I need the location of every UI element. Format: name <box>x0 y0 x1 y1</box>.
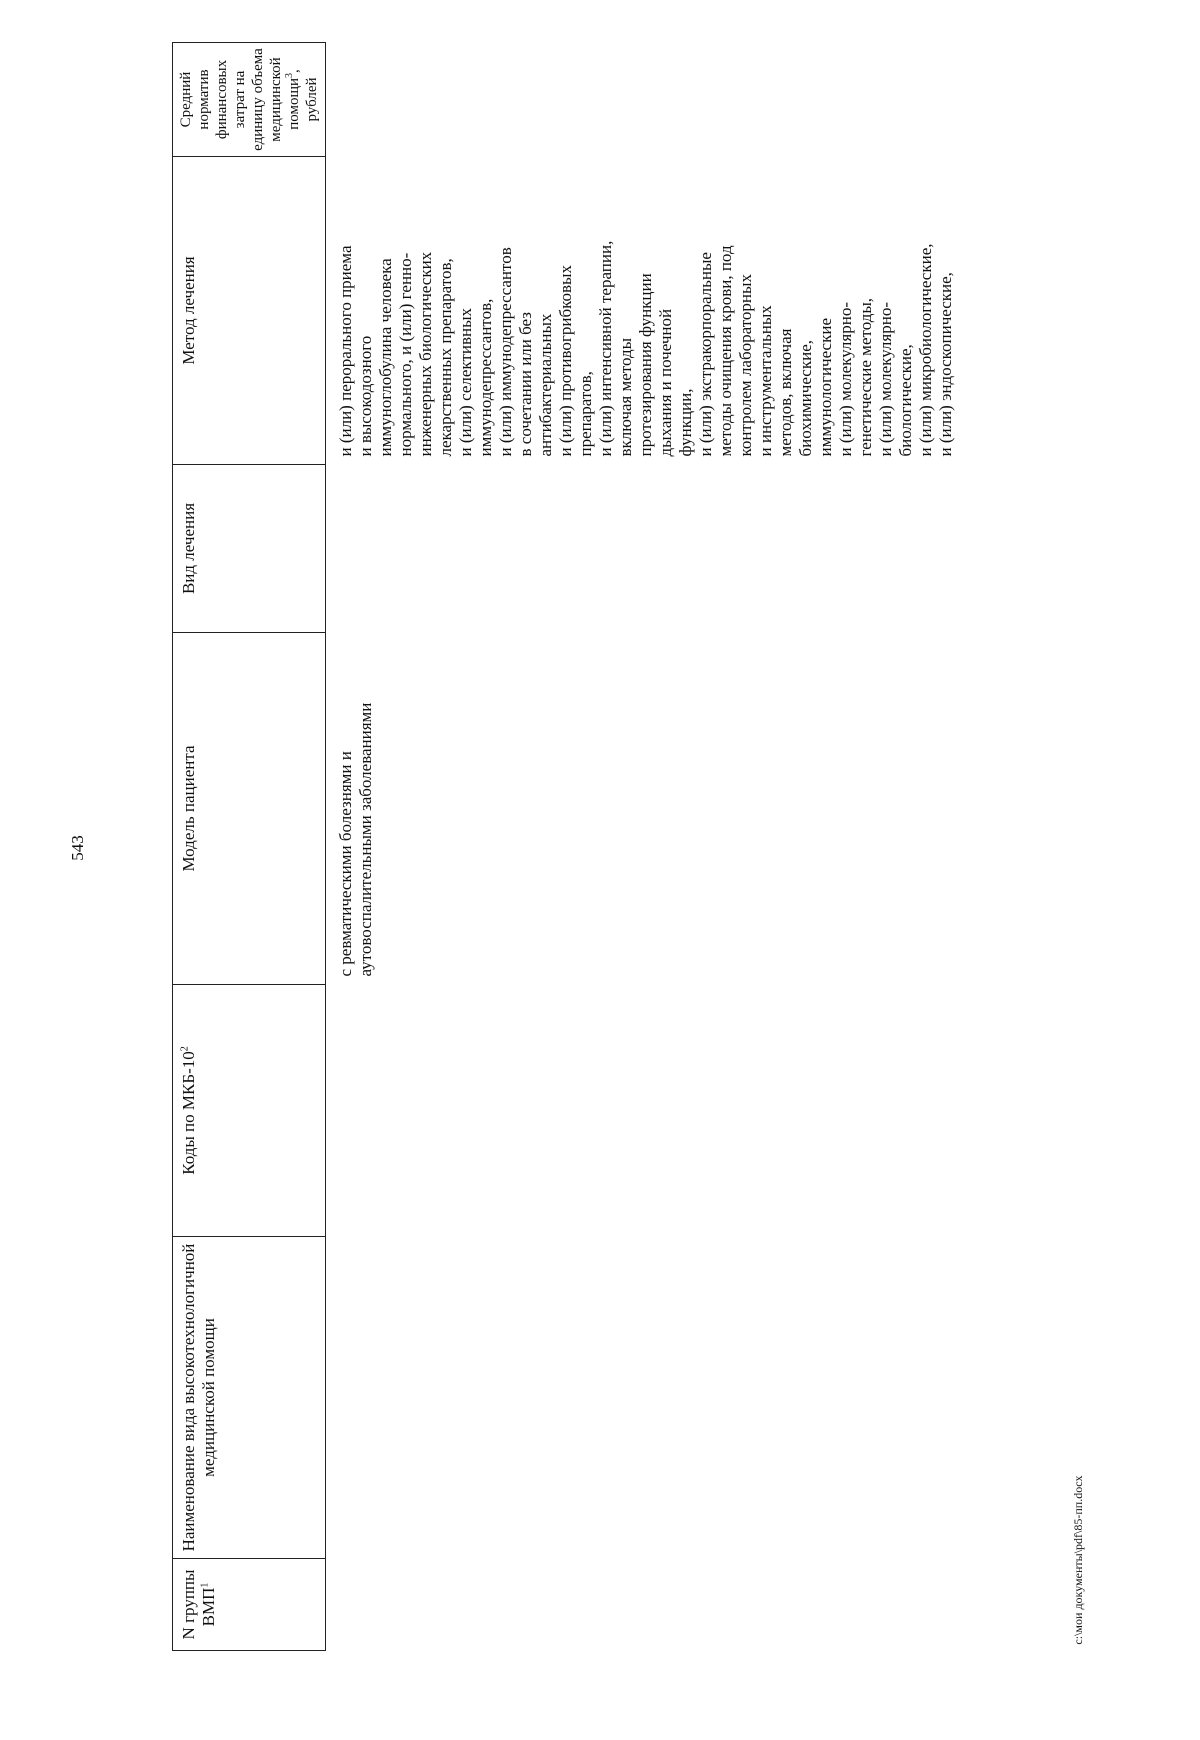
header-treatment-type: Вид лечения <box>173 465 326 633</box>
cell-mkb-codes <box>326 985 965 1237</box>
header-mkb-codes: Коды по МКБ-$10^2$ <box>173 985 326 1237</box>
method-line: методы очищения крови, под <box>716 245 735 457</box>
method-line: антибактериальных <box>536 313 555 457</box>
method-line: и (или) перорального приема <box>336 245 355 457</box>
method-line: и высокодозного <box>356 335 375 457</box>
method-line: и (или) интенсивной терапии, <box>596 240 615 457</box>
rotated-table-container <box>172 43 1200 1651</box>
method-line: и инструментальных <box>756 305 775 457</box>
page-number: 543 <box>68 835 87 861</box>
method-line: функции, <box>676 388 695 457</box>
header-avg-cost: Средний норматив финансовых затрат на единицу объема медицинской помощи$^3$, рублей <box>173 43 326 157</box>
method-line: и (или) молекулярно- <box>836 302 855 457</box>
method-line: генетические методы, <box>856 297 875 457</box>
table-header-row <box>173 43 326 1651</box>
cell-avg-cost <box>326 43 965 157</box>
method-line: и (или) иммунодепрессантов <box>496 247 515 457</box>
cell-n-group <box>326 1559 965 1651</box>
cell-treatment-type <box>326 465 965 633</box>
method-line: препаратов, <box>576 371 595 457</box>
method-line: методов, включая <box>776 328 795 457</box>
method-line: и (или) микробиологические, <box>916 243 935 457</box>
method-line: нормального, и (или) генно- <box>396 252 415 457</box>
method-lines <box>336 165 956 457</box>
method-line: и (или) молекулярно- <box>876 302 895 457</box>
method-line: контролем лабораторных <box>736 274 755 457</box>
method-line: и (или) эндоскопические, <box>936 272 955 457</box>
cell-vmp-name <box>326 1237 965 1559</box>
method-line: и (или) экстракорпоральные <box>696 252 715 457</box>
header-vmp-name: Наименование вида высокотехнологичной медицинской помощи <box>173 1237 326 1559</box>
table-row <box>326 43 965 1651</box>
method-line: и (или) противогрибковых <box>556 265 575 457</box>
method-line: дыхания и почечной <box>656 308 675 457</box>
method-line: иммуноглобулина человека <box>376 258 395 457</box>
method-line: протезирования функции <box>636 273 655 457</box>
method-line: биологические, <box>896 344 915 457</box>
header-patient-model: Модель пациента <box>173 633 326 985</box>
method-line: иммунодепрессантов, <box>476 298 495 457</box>
cell-treatment-method <box>326 157 965 465</box>
method-line: инженерных биологических <box>416 251 435 457</box>
method-line: и (или) селективных <box>456 307 475 457</box>
method-line: в сочетании или без <box>516 311 535 457</box>
header-treatment-method: Метод лечения <box>173 157 326 465</box>
method-line: иммунологические <box>816 317 835 457</box>
method-line: включая методы <box>616 337 635 457</box>
footer-file-path: c:\мои документы\pdf\85-пп.docx <box>1071 1475 1085 1645</box>
header-n-group: N группы ВМП$^1$ <box>173 1559 326 1651</box>
method-line: биохимические, <box>796 340 815 457</box>
method-line: лекарственных препаратов, <box>436 258 455 457</box>
cell-patient-model: с ревматическими болезнями и аутовоспалительными заболеваниями <box>336 702 375 977</box>
treatment-table <box>172 42 964 1651</box>
